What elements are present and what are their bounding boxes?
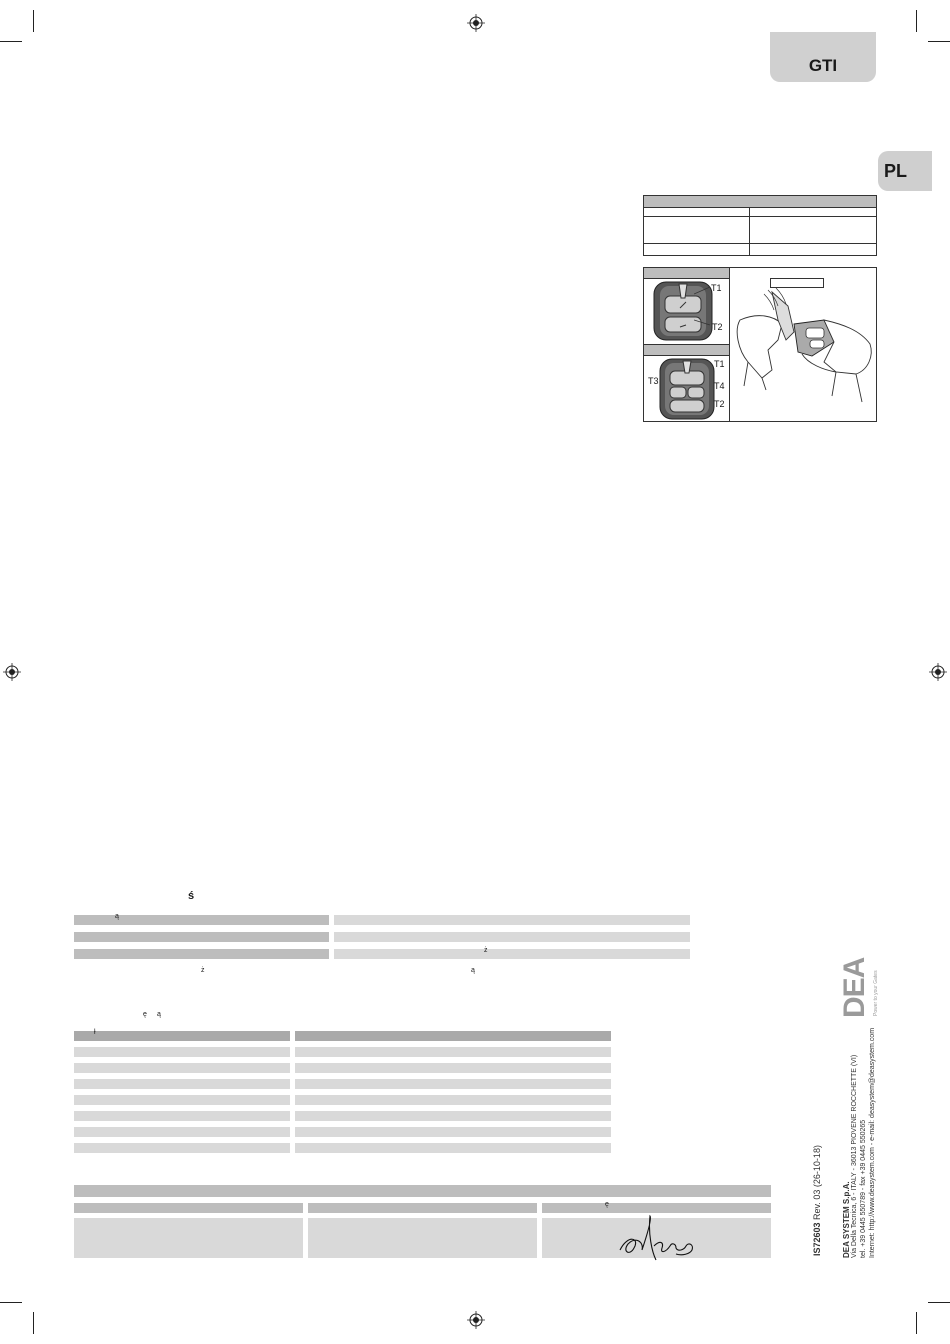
table2-row <box>295 1079 611 1089</box>
table1-row3-left <box>74 949 329 959</box>
label-t2-bottom: T2 <box>714 399 725 409</box>
hands-opening-remote-illustration <box>732 280 876 420</box>
declaration-header <box>74 1185 771 1197</box>
four-button-remote <box>658 357 716 421</box>
doc-revision: Rev. 03 <box>812 1189 822 1220</box>
product-tab: GTI <box>770 32 876 82</box>
dea-logo: DEA <box>838 957 871 1018</box>
signature <box>614 1212 698 1266</box>
table2-row <box>74 1063 290 1073</box>
declaration-col2-header <box>308 1203 537 1213</box>
remote-figure-divider <box>729 267 730 422</box>
note-glyph-a: ż <box>201 967 205 974</box>
spec-table-cell <box>643 216 750 244</box>
label-t4: T4 <box>714 381 725 391</box>
crop-mark-tr-v <box>916 10 917 32</box>
table2-header-right <box>295 1031 611 1041</box>
footer-company: DEA SYSTEM S.p.A. <box>842 1181 851 1258</box>
remote-figure <box>643 267 877 422</box>
label-t3: T3 <box>648 376 659 386</box>
table2-row <box>74 1111 290 1121</box>
table1-row2-right <box>334 932 690 942</box>
crop-mark-bl-v <box>33 1312 34 1334</box>
table2-row <box>74 1127 290 1137</box>
table2-row <box>295 1111 611 1121</box>
four-button-header <box>644 344 729 356</box>
table1-row3-right <box>334 949 690 959</box>
table2-row <box>295 1127 611 1137</box>
table2-row <box>295 1143 611 1153</box>
table2-row <box>74 1095 290 1105</box>
language-tab: PL <box>878 151 932 191</box>
registration-mark-right <box>929 663 947 681</box>
table2-glyph: ł <box>94 1029 96 1036</box>
table2-row <box>295 1095 611 1105</box>
label-t1-top: T1 <box>711 283 722 293</box>
label-t2-top: T2 <box>712 322 723 332</box>
footer-web: Internet: http://www.deasystem.com - e-mail: deasystem@deasystem.com <box>869 1027 876 1258</box>
table2-row <box>74 1047 290 1057</box>
crop-mark-tl-h <box>0 41 22 42</box>
subhead-glyph-a: ę <box>143 1011 147 1018</box>
doc-code: IS72603 <box>812 1222 822 1256</box>
label-t1-bottom: T1 <box>714 359 725 369</box>
table1-row1-left <box>74 915 329 925</box>
subhead-glyph-b: ą <box>157 1011 161 1018</box>
note-glyph-b: ą <box>471 967 475 974</box>
crop-mark-tl-v <box>33 10 34 32</box>
declaration-place-cell <box>74 1218 303 1258</box>
declaration-col1-header <box>74 1203 303 1213</box>
table2-row <box>74 1143 290 1153</box>
registration-mark-bottom <box>467 1311 485 1329</box>
crop-mark-br-h <box>928 1302 950 1303</box>
table2-row <box>295 1047 611 1057</box>
crop-mark-bl-h <box>0 1302 22 1303</box>
footer-doc-line <box>812 1145 822 1256</box>
registration-mark-top <box>467 14 485 32</box>
section-mark: ś <box>188 890 195 902</box>
spec-table-cell <box>643 243 750 256</box>
spec-table <box>643 195 877 260</box>
table1-row1-right <box>334 915 690 925</box>
table2-row <box>74 1079 290 1089</box>
crop-mark-br-v <box>916 1312 917 1334</box>
doc-date: (26-10-18) <box>812 1145 822 1188</box>
sign-glyph: ę <box>605 1201 609 1208</box>
footer-phone: tel. +39 0445 550789 - fax +39 0445 550265 <box>860 1119 867 1258</box>
table1-row2-left <box>74 932 329 942</box>
table2-header-left <box>74 1031 290 1041</box>
table1-glyph-b: ż <box>484 947 488 954</box>
crop-mark-tr-h <box>928 41 950 42</box>
registration-mark-left <box>3 663 21 681</box>
table2-row <box>295 1063 611 1073</box>
dea-logo-tagline: Power to your Gates <box>873 970 879 1016</box>
spec-table-cell <box>749 216 877 244</box>
two-button-header <box>644 268 729 279</box>
table1-glyph-a: ą <box>115 913 119 920</box>
declaration-date-cell <box>308 1218 537 1258</box>
footer-address: Via Della Tecnica, 6 - ITALY - 36013 PIOVENE ROCCHETTE (VI) <box>851 1054 858 1258</box>
spec-table-cell <box>749 243 877 256</box>
